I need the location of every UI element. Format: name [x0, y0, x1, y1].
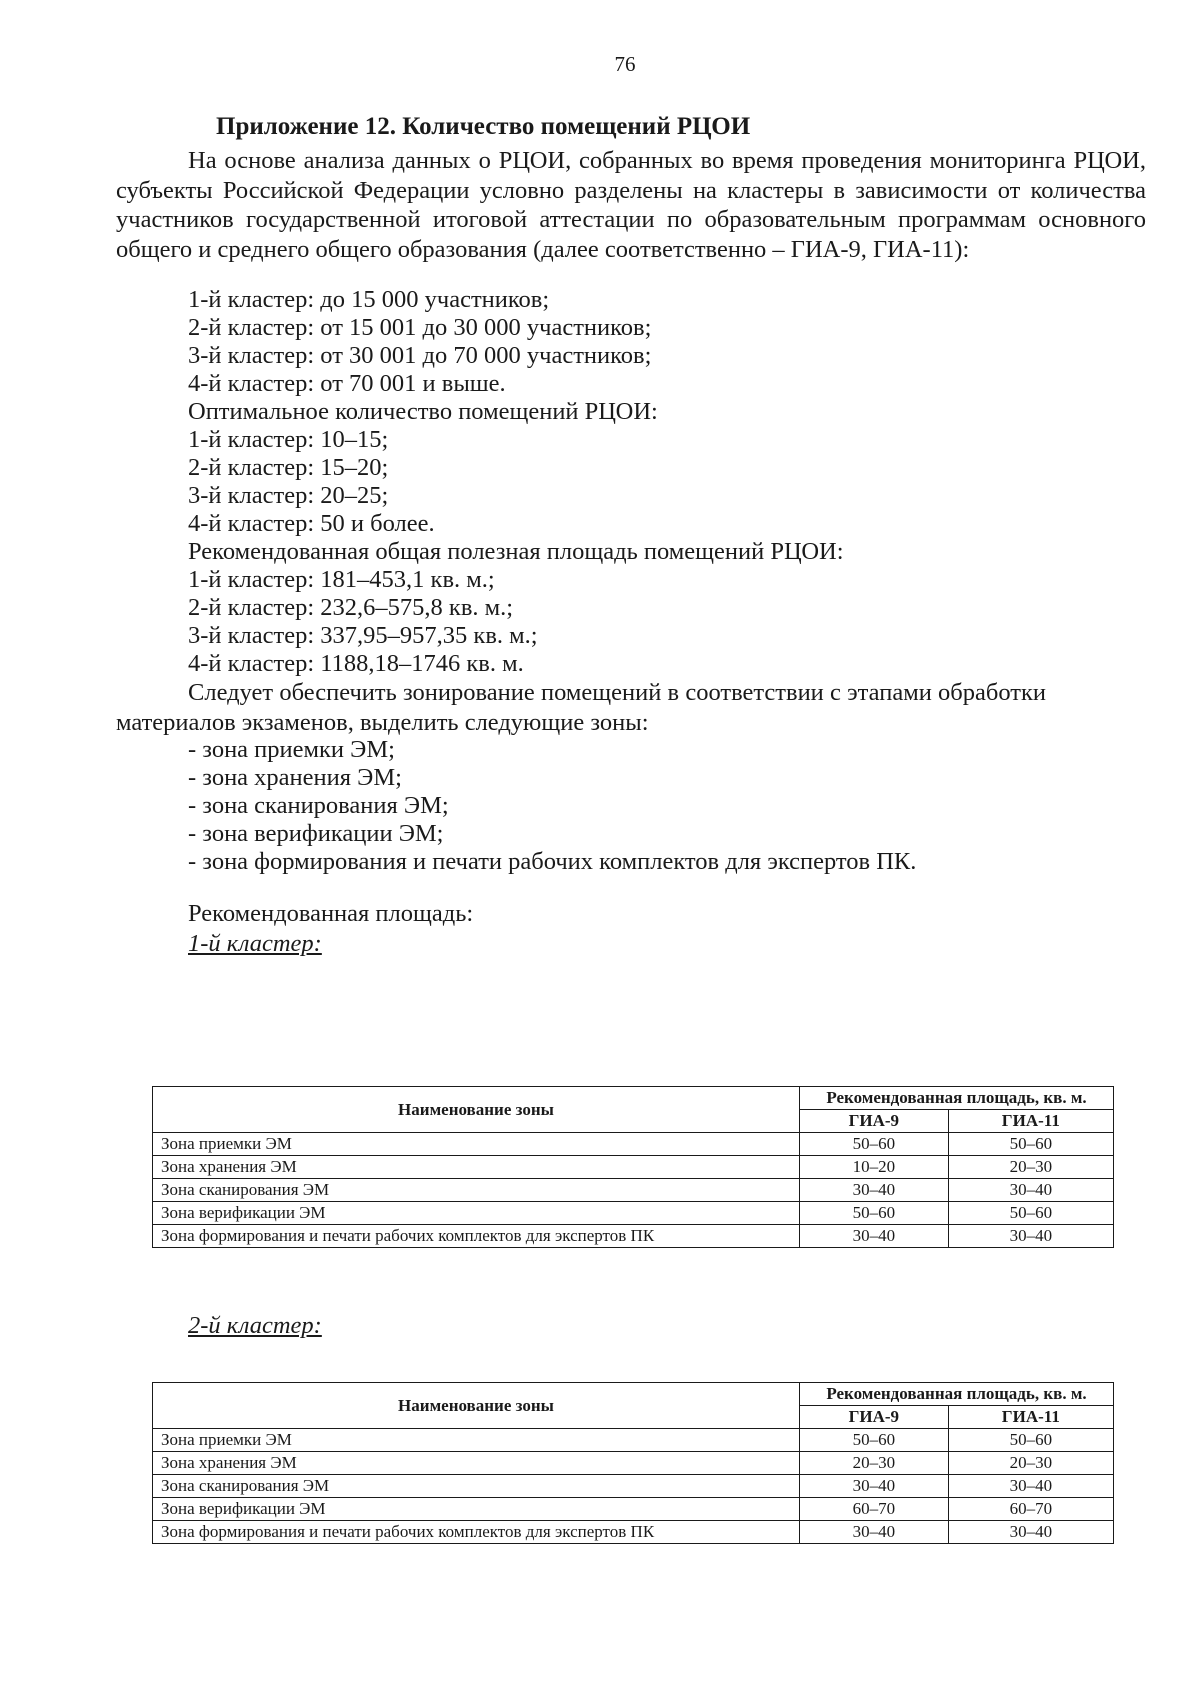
- list-item: 3-й кластер: 337,95–957,35 кв. м.;: [188, 622, 538, 649]
- cluster-2-label: 2-й кластер:: [188, 1312, 322, 1339]
- table-row: [153, 1429, 1114, 1452]
- gia9-value: 50–60: [800, 1133, 949, 1156]
- intro-text: На основе анализа данных о РЦОИ, собранных во время проведения мониторинга РЦОИ, субъекты Российской Федерации условно разделены на кластеры в зависимости от количества участников государственной итоговой аттестации по образовательным программам основного общего и среднего общего образования (далее соответственно – ГИА-9, ГИА-11):: [116, 147, 1146, 263]
- gia11-value: 30–40: [948, 1521, 1113, 1544]
- list-item: 1-й кластер: до 15 000 участников;: [188, 286, 550, 313]
- table-row: [153, 1133, 1114, 1156]
- gia9-value: 30–40: [800, 1179, 949, 1202]
- header-gia9: ГИА-9: [800, 1406, 949, 1429]
- list-item: - зона приемки ЭМ;: [188, 736, 395, 763]
- table-row: [153, 1452, 1114, 1475]
- participants-list: [188, 286, 844, 678]
- gia9-value: 20–30: [800, 1452, 949, 1475]
- list-item: 2-й кластер: 15–20;: [188, 454, 389, 481]
- list-item: 3-й кластер: от 30 001 до 70 000 участников;: [188, 342, 652, 369]
- list-item: 2-й кластер: от 15 001 до 30 000 участников;: [188, 314, 652, 341]
- zone-name: Зона хранения ЭМ: [153, 1156, 800, 1179]
- page-title: Приложение 12. Количество помещений РЦОИ: [216, 113, 751, 140]
- list-item: 1-й кластер: 10–15;: [188, 426, 389, 453]
- gia11-value: 50–60: [948, 1202, 1113, 1225]
- gia11-value: 30–40: [948, 1225, 1113, 1248]
- zones-list: [188, 736, 916, 876]
- recommended-area-heading: Рекомендованная площадь:: [188, 900, 474, 927]
- area-table-cluster-2: [152, 1382, 1114, 1544]
- area-table-cluster-1: [152, 1086, 1114, 1248]
- gia11-value: 50–60: [948, 1133, 1113, 1156]
- header-gia11: ГИА-11: [948, 1406, 1113, 1429]
- header-gia11: ГИА-11: [948, 1110, 1113, 1133]
- gia9-value: 30–40: [800, 1521, 949, 1544]
- gia11-value: 60–70: [948, 1498, 1113, 1521]
- zone-name: Зона сканирования ЭМ: [153, 1179, 800, 1202]
- list-item: 3-й кластер: 20–25;: [188, 482, 389, 509]
- rooms-heading: Оптимальное количество помещений РЦОИ:: [188, 398, 658, 425]
- gia9-value: 60–70: [800, 1498, 949, 1521]
- list-item: - зона сканирования ЭМ;: [188, 792, 449, 819]
- list-item: 2-й кластер: 232,6–575,8 кв. м.;: [188, 594, 514, 621]
- zone-name: Зона формирования и печати рабочих комплектов для экспертов ПК: [153, 1225, 800, 1248]
- list-item: - зона формирования и печати рабочих комплектов для экспертов ПК.: [188, 848, 917, 875]
- gia11-value: 20–30: [948, 1156, 1113, 1179]
- table-row: [153, 1202, 1114, 1225]
- zone-name: Зона сканирования ЭМ: [153, 1475, 800, 1498]
- zone-name: Зона верификации ЭМ: [153, 1202, 800, 1225]
- gia11-value: 50–60: [948, 1429, 1113, 1452]
- header-gia9: ГИА-9: [800, 1110, 949, 1133]
- header-recommended-area: Рекомендованная площадь, кв. м.: [800, 1087, 1114, 1110]
- table-row: [153, 1498, 1114, 1521]
- zone-name: Зона приемки ЭМ: [153, 1133, 800, 1156]
- table-row: [153, 1156, 1114, 1179]
- header-zone-name: Наименование зоны: [153, 1383, 800, 1429]
- gia9-value: 50–60: [800, 1202, 949, 1225]
- list-item: - зона верификации ЭМ;: [188, 820, 444, 847]
- table-row: [153, 1475, 1114, 1498]
- intro-paragraph: [116, 146, 1146, 264]
- gia9-value: 50–60: [800, 1429, 949, 1452]
- zone-name: Зона хранения ЭМ: [153, 1452, 800, 1475]
- header-zone-name: Наименование зоны: [153, 1087, 800, 1133]
- zone-name: Зона формирования и печати рабочих комплектов для экспертов ПК: [153, 1521, 800, 1544]
- list-item: 1-й кластер: 181–453,1 кв. м.;: [188, 566, 495, 593]
- table-row: [153, 1521, 1114, 1544]
- table-row: [153, 1179, 1114, 1202]
- table-row: [153, 1225, 1114, 1248]
- zoning-paragraph: [116, 678, 1046, 737]
- list-item: 4-й кластер: от 70 001 и выше.: [188, 370, 506, 397]
- gia9-value: 30–40: [800, 1225, 949, 1248]
- gia11-value: 20–30: [948, 1452, 1113, 1475]
- list-item: - зона хранения ЭМ;: [188, 764, 402, 791]
- page-number: 76: [614, 52, 636, 76]
- zone-name: Зона приемки ЭМ: [153, 1429, 800, 1452]
- zone-name: Зона верификации ЭМ: [153, 1498, 800, 1521]
- gia11-value: 30–40: [948, 1179, 1113, 1202]
- list-item: 4-й кластер: 1188,18–1746 кв. м.: [188, 650, 524, 677]
- zoning-text: Следует обеспечить зонирование помещений в соответствии с этапами обработки материалов экзаменов, выделить следующие зоны:: [116, 679, 1046, 736]
- header-recommended-area: Рекомендованная площадь, кв. м.: [800, 1383, 1114, 1406]
- list-item: 4-й кластер: 50 и более.: [188, 510, 435, 537]
- gia9-value: 30–40: [800, 1475, 949, 1498]
- area-heading: Рекомендованная общая полезная площадь помещений РЦОИ:: [188, 538, 844, 565]
- gia9-value: 10–20: [800, 1156, 949, 1179]
- gia11-value: 30–40: [948, 1475, 1113, 1498]
- cluster-1-label: 1-й кластер:: [188, 930, 322, 957]
